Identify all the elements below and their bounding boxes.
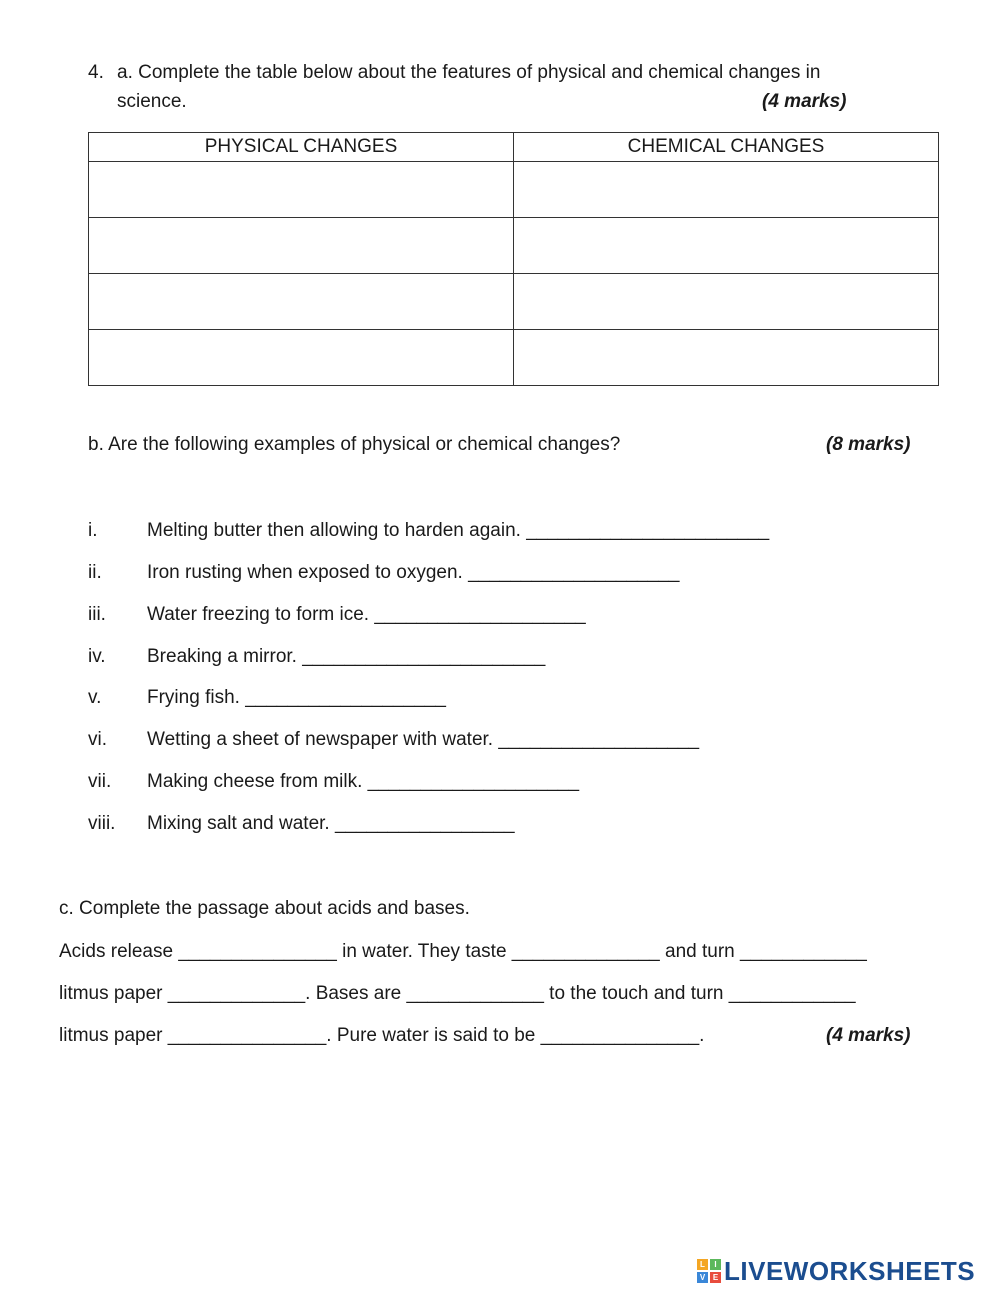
part-b-marks: (8 marks) [826,434,911,455]
table-row [89,218,939,274]
table-row [89,162,939,218]
item-text[interactable]: Melting butter then allowing to harden again. _______________________ [147,520,770,541]
table-row [89,330,939,386]
item-text[interactable]: Making cheese from milk. ____________________ [147,771,580,792]
item-number: i. [88,520,98,541]
chemical-answer-cell[interactable] [514,218,939,274]
table-row [89,274,939,330]
part-c-prompt: c. Complete the passage about acids and bases. [59,898,470,919]
chemical-answer-cell[interactable] [514,274,939,330]
item-number: viii. [88,813,116,834]
item-number: iv. [88,646,106,667]
item-number: ii. [88,562,102,583]
part-a-marks: (4 marks) [762,91,847,112]
physical-answer-cell[interactable] [89,218,514,274]
logo-mark-icon: L I V E [697,1259,721,1283]
chemical-answer-cell[interactable] [514,330,939,386]
passage-line[interactable]: litmus paper _______________. Pure water is said to be _______________. [59,1025,705,1046]
item-text[interactable]: Iron rusting when exposed to oxygen. ____________________ [147,562,680,583]
item-number: vii. [88,771,112,792]
item-text[interactable]: Water freezing to form ice. ____________________ [147,604,586,625]
table-header-row [89,133,939,162]
item-number: iii. [88,604,106,625]
chemical-changes-header: CHEMICAL CHANGES [514,133,939,162]
part-a-prompt-line1: a. Complete the table below about the features of physical and chemical changes in [117,62,821,83]
chemical-answer-cell[interactable] [514,162,939,218]
physical-changes-header: PHYSICAL CHANGES [89,133,514,162]
passage-line[interactable]: litmus paper _____________. Bases are _____________ to the touch and turn ____________ [59,983,856,1004]
physical-answer-cell[interactable] [89,330,514,386]
physical-answer-cell[interactable] [89,162,514,218]
item-text[interactable]: Wetting a sheet of newspaper with water. ___________________ [147,729,700,750]
features-table [88,132,939,386]
item-text[interactable]: Mixing salt and water. _________________ [147,813,515,834]
passage-line[interactable]: Acids release _______________ in water. They taste ______________ and turn ____________ [59,941,867,962]
part-a-prompt-line2: science. [117,91,187,112]
part-c-marks: (4 marks) [826,1025,911,1046]
liveworksheets-logo [697,1257,975,1285]
item-text[interactable]: Breaking a mirror. _______________________ [147,646,546,667]
physical-answer-cell[interactable] [89,274,514,330]
item-number: v. [88,687,102,708]
logo-text: LIVEWORKSHEETS [724,1255,976,1286]
item-text[interactable]: Frying fish. ___________________ [147,687,446,708]
item-number: vi. [88,729,107,750]
question-number: 4. [88,62,104,83]
part-b-prompt: b. Are the following examples of physical or chemical changes? [88,434,621,455]
